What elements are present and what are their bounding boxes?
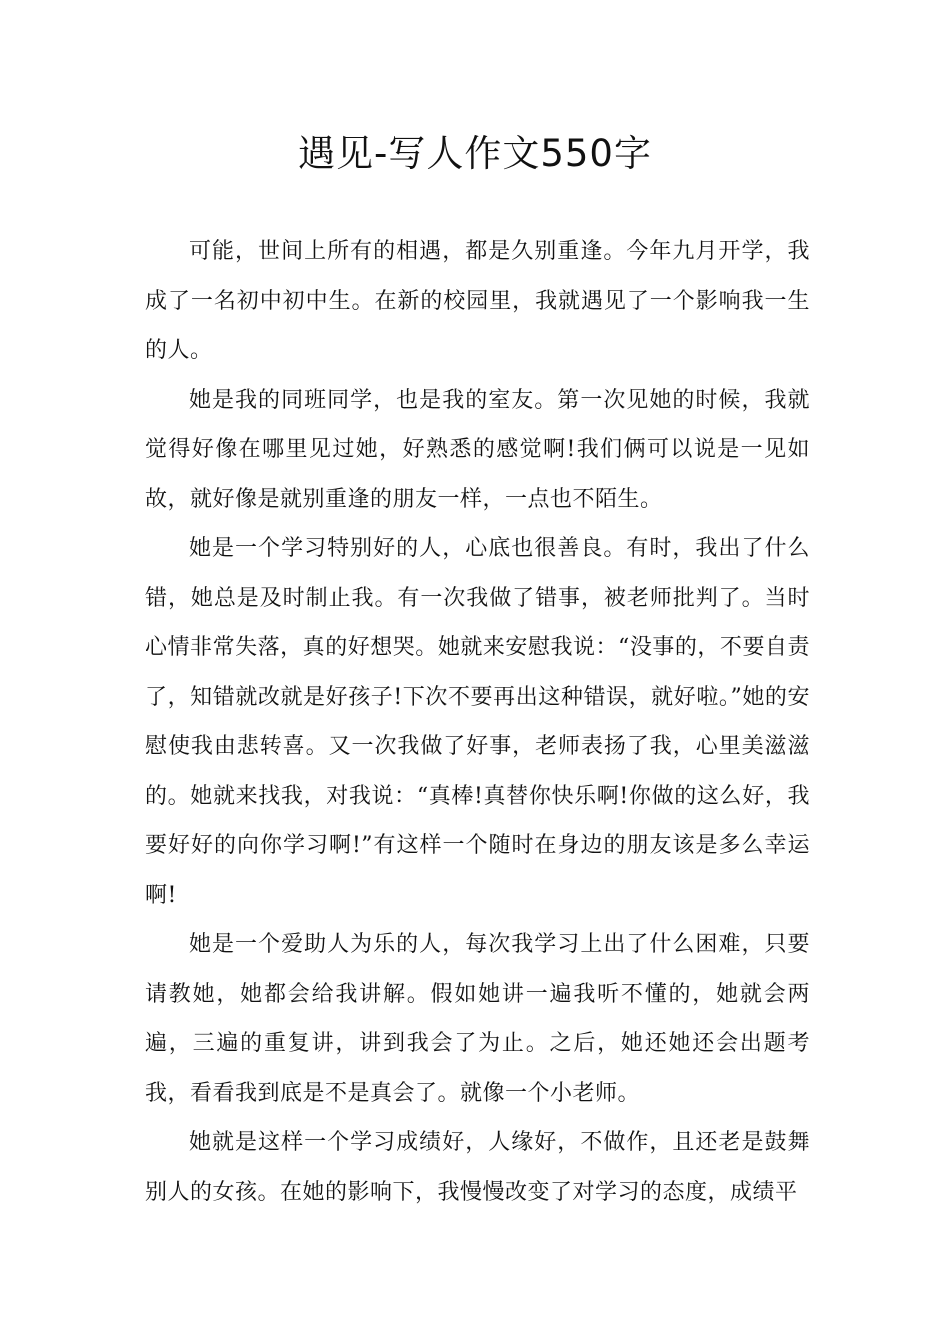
paragraph-3: 她是一个学习特别好的人，心底也很善良。有时，我出了什么错，她总是及时制止我。有一次我做了错事，被老师批判了。当时心情非常失落，真的好想哭。她就来安慰我说：“没事的，不要自责了，知错就改就是好孩子!下次不要再出这种错误，就好啦。”她的安慰使我由悲转喜。又一次我做了好事，老师表扬了我，心里美滋滋的。她就来找我，对我说：“真棒!真替你快乐啊!你做的这么好，我要好好的向你学习啊!”有这样一个随时在身边的朋友该是多么幸运啊! <box>145 536 810 908</box>
document-title: 遇见-写人作文550字 <box>298 132 652 175</box>
paragraph-4: 她是一个爱助人为乐的人，每次我学习上出了什么困难，只要请教她，她都会给我讲解。假如她讲一遍我听不懂的，她就会两遍，三遍的重复讲，讲到我会了为止。之后，她还她还会出题考我，看看我到底是不是真会了。就像一个小老师。 <box>145 932 810 1106</box>
paragraph-5: 她就是这样一个学习成绩好，人缘好，不做作，且还老是鼓舞别人的女孩。在她的影响下，我慢慢改变了对学习的态度，成绩平 <box>145 1130 810 1205</box>
paragraph-1: 可能，世间上所有的相遇，都是久别重逢。今年九月开学，我成了一名初中初中生。在新的校园里，我就遇见了一个影响我一生的人。 <box>145 239 810 363</box>
document-body <box>145 227 810 1217</box>
paragraph-2: 她是我的同班同学，也是我的室友。第一次见她的时候，我就觉得好像在哪里见过她，好熟悉的感觉啊!我们俩可以说是一见如故，就好像是就别重逢的朋友一样，一点也不陌生。 <box>145 387 810 512</box>
